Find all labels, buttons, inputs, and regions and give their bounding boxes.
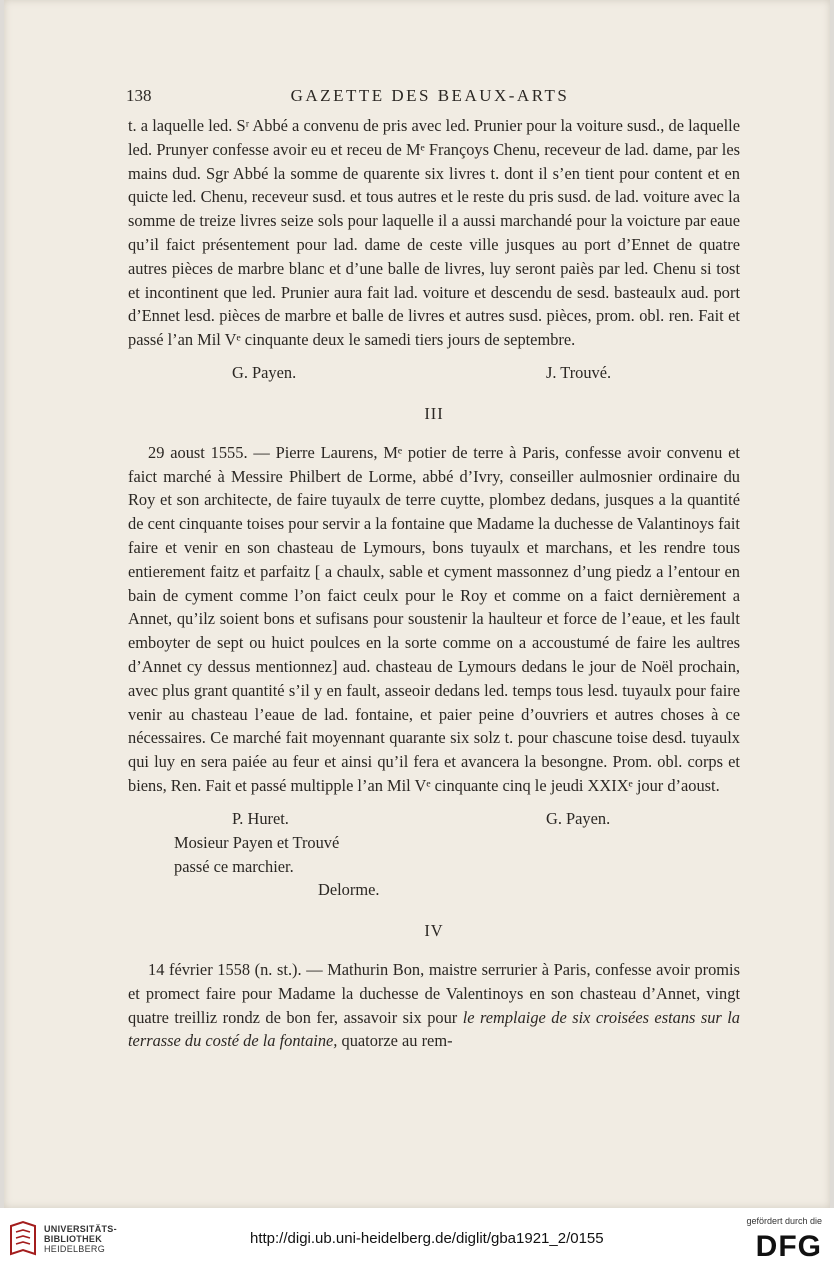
page-header [120, 86, 740, 110]
section-iv-text-start: 14 février 1558 (n. st.). — Mathurin Bon, maistre serrurier à Paris, confesse avoir promis et promect faire pour Madame la duchesse de Valentinoys en son chasteau d’Annet, vingt quatre treilliz rondz de bon fer, assavoir six pour [128, 959, 740, 1027]
note-line-1: Mosieur Payen et Trouvé [174, 832, 340, 852]
intro-paragraph: t. a laquelle led. Sʳ Abbé a convenu de pris avec led. Prunier pour la voiture susd., de laquelle led. Prunyer confesse avoir eu et receu de Mᵉ Françoys Chenu, receveur de lad. dame, par les mains dud. Sgr Abbé la somme de quarente six livres t. dont il s’en tient pour content et en quicte led. Chenu, receveur susd. et tous autres et le reste du pris susd. de lad. voiture avec la somme de treize livres seize sols pour laquelle il a aussi marchandé pour la voicture par eaue qu’il faict présentement pour lad. dame de ceste ville jusques au port d’Ennet de quatre autres pièces de marbre blanc et d’une balle de livres, luy seront paiès par led. Chenu si tost et incontinent que led. Prunier aura fait lad. voiture et descendu de sesd. basteaulx aud. port d’Ennet lesd. pièces de marbre et balle de livres et autres susd. pièces, prom. obl. ren. Fait et passé l’an Mil Vᵉ cinquante deux le samedi tiers jours de septembre. [128, 116, 740, 350]
document-body [128, 114, 740, 1053]
section-iii-paragraph: 29 aoust 1555. — Pierre Laurens, Mᵉ potier de terre à Paris, confesse avoir convenu et faict marché à Messire Philbert de Lorme, abbé d’Ivry, conseiller aulmosnier ordinaire du Roy et son architecte, de faire tuyaulx de terre cuytte, plombez dedans, jusques a la quantité de cent cinquante toises pour servir a la fontaine que Madame la duchesse de Valantinoys fait faire et venir en son chasteau de Lymours, bons tuyaulx et marchans, et les rendre tous entierement faitz et parfaitz [ a chaulx, sable et cyment massonnez d’ung piedz a l’entour en bain de cyment comme l’on faict ceulx pour le Roy et comme on a faict dernièrement a Annet, qu’ilz soient bons et sufisans pour soustenir la haulteur et force de l’eaue, et les fault emboyter de sept ou huict poulces en la sorte comme on a accoustumé de faire les aultres d’Annet cy dessus mentionnez] aud. chasteau de Lymours dedans le jour de Noël prochain, avec plus grant quantité s’il y en fault, asseoir dedans led. temps tous lesd. tuyaulx pour faire venir au chasteau l’eaue de lad. fontaine, et paier peine d’ouvriers et autres choses à ce nécessaires. Ce marché fait moyennant quarante six solz t. pour chascune toise desd. tuyaulx qui luy en sera paiée au feur et ainsi qu’il fera et avancera la besongne. Prom. obl. corps et biens, Ren. Fait et passé multipple l’an Mil Vᵉ cinquante cinq le jeudi XXIXᵉ jour d’aoust. [128, 442, 740, 795]
signature-huret: P. Huret. [232, 808, 289, 828]
section-iii-signatures [128, 807, 740, 831]
page-number: 138 [126, 86, 152, 105]
library-name-line-1: UNIVERSITÄTS- [44, 1224, 117, 1234]
university-library-logo-icon [8, 1220, 38, 1258]
library-name-line-2: BIBLIOTHEK [44, 1234, 102, 1244]
running-title: GAZETTE DES BEAUX-ARTS [290, 86, 570, 105]
permalink-url[interactable]: http://digi.ub.uni-heidelberg.de/diglit/gba1921_2/0155 [250, 1230, 604, 1247]
signature-payen: G. Payen. [232, 362, 297, 382]
note-line-2: passé ce marchier. [174, 856, 294, 876]
library-name-line-3: HEIDELBERG [44, 1244, 106, 1254]
signature-delorme: Delorme. [318, 880, 380, 900]
viewer-footer [0, 1208, 834, 1269]
section-iv-italic-quote: le remplaige de six croisées estans sur la terrasse du costé de la fontaine, [128, 1007, 741, 1051]
section-heading-iii: III [424, 403, 444, 423]
signature-payen-iii: G. Payen. [546, 808, 611, 828]
intro-signatures [128, 361, 740, 385]
section-iv-text-end: quatorze au rem- [337, 1031, 453, 1051]
dfg-logo: DFG [755, 1230, 822, 1263]
signature-trouve: J. Trouvé. [546, 362, 612, 382]
section-iv-paragraph [128, 958, 740, 1053]
funding-label: gefördert durch die [746, 1216, 822, 1226]
section-heading-iv: IV [424, 921, 444, 941]
library-name [44, 1224, 117, 1254]
